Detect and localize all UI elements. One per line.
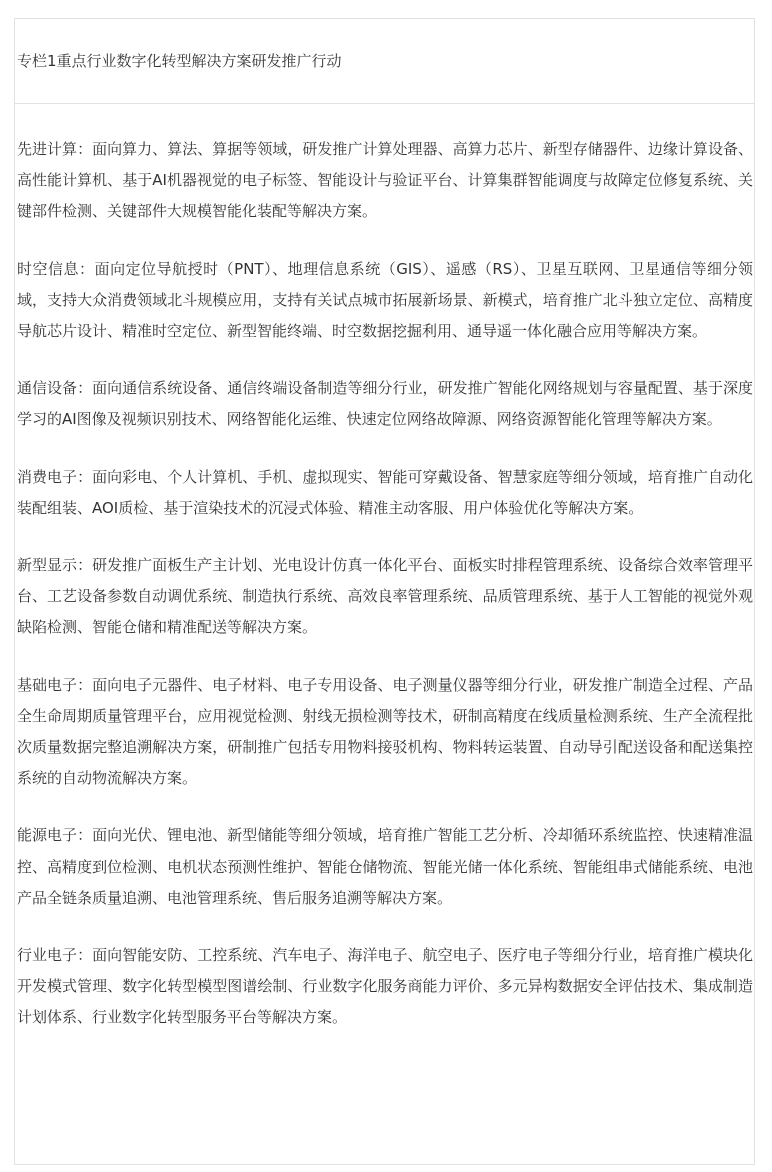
paragraph-basic-electronics: 基础电子：面向电子元器件、电子材料、电子专用设备、电子测量仪器等细分行业，研发推广制造全过程、产品全生命周期质量管理平台，应用视觉检测、射线无损检测等技术，研制高精度在线质量检测系统、生产全流程批次质量数据完整追溯解决方案，研制推广包括专用物料接驳机构、物料转运装置、自动导引配送设备和配送集控系统的自动物流解决方案。 <box>17 675 753 788</box>
paragraph-energy-electronics: 能源电子：面向光伏、锂电池、新型储能等细分领域，培育推广智能工艺分析、冷却循环系统监控、快速精准温控、高精度到位检测、电机状态预测性维护、智能仓储物流、智能光储一体化系统、智能组串式储能系统、电池产品全链条质量追溯、电池管理系统、售后服务追溯等解决方案。 <box>17 826 753 907</box>
paragraph-advanced-computing: 先进计算：面向算力、算法、算据等领域，研发推广计算处理器、高算力芯片、新型存储器件、边缘计算设备、高性能计算机、基于AI机器视觉的电子标签、智能设计与验证平台、计算集群智能调度与故障定位修复系统、关键部件检测、关键部件大规模智能化装配等解决方案。 <box>17 140 753 221</box>
column-box <box>14 18 755 1165</box>
column-header <box>15 19 754 104</box>
paragraph-spatiotemporal-info: 时空信息：面向定位导航授时（PNT）、地理信息系统（GIS）、遥感（RS）、卫星互联网、卫星通信等细分领域，支持大众消费领域北斗规模应用，支持有关试点城市拓展新场景、新模式，培育推广北斗独立定位、高精度导航芯片设计、精准时空定位、新型智能终端、时空数据挖掘利用、通导遥一体化融合应用等解决方案。 <box>17 259 753 341</box>
paragraph-consumer-electronics: 消费电子：面向彩电、个人计算机、手机、虚拟现实、智能可穿戴设备、智慧家庭等细分领域，培育推广自动化装配组装、AOI质检、基于渲染技术的沉浸式体验、精准主动客服、用户体验优化等解决方案。 <box>17 467 753 517</box>
column-body <box>15 104 754 1034</box>
paragraph-new-display: 新型显示：研发推广面板生产主计划、光电设计仿真一体化平台、面板实时排程管理系统、设备综合效率管理平台、工艺设备参数自动调优系统、制造执行系统、高效良率管理系统、品质管理系统、基于人工智能的视觉外观缺陷检测、智能仓储和精准配送等解决方案。 <box>17 556 753 637</box>
paragraph-communication-equipment: 通信设备：面向通信系统设备、通信终端设备制造等细分行业，研发推广智能化网络规划与容量配置、基于深度学习的AI图像及视频识别技术、网络智能化运维、快速定位网络故障源、网络资源智能化管理等解决方案。 <box>17 379 753 429</box>
column-title: 专栏1重点行业数字化转型解决方案研发推广行动 <box>17 52 342 70</box>
paragraph-industry-electronics: 行业电子：面向智能安防、工控系统、汽车电子、海洋电子、航空电子、医疗电子等细分行业，培育推广模块化开发模式管理、数字化转型模型图谱绘制、行业数字化服务商能力评价、多元异构数据安全评估技术、集成制造计划体系、行业数字化转型服务平台等解决方案。 <box>17 946 753 1027</box>
